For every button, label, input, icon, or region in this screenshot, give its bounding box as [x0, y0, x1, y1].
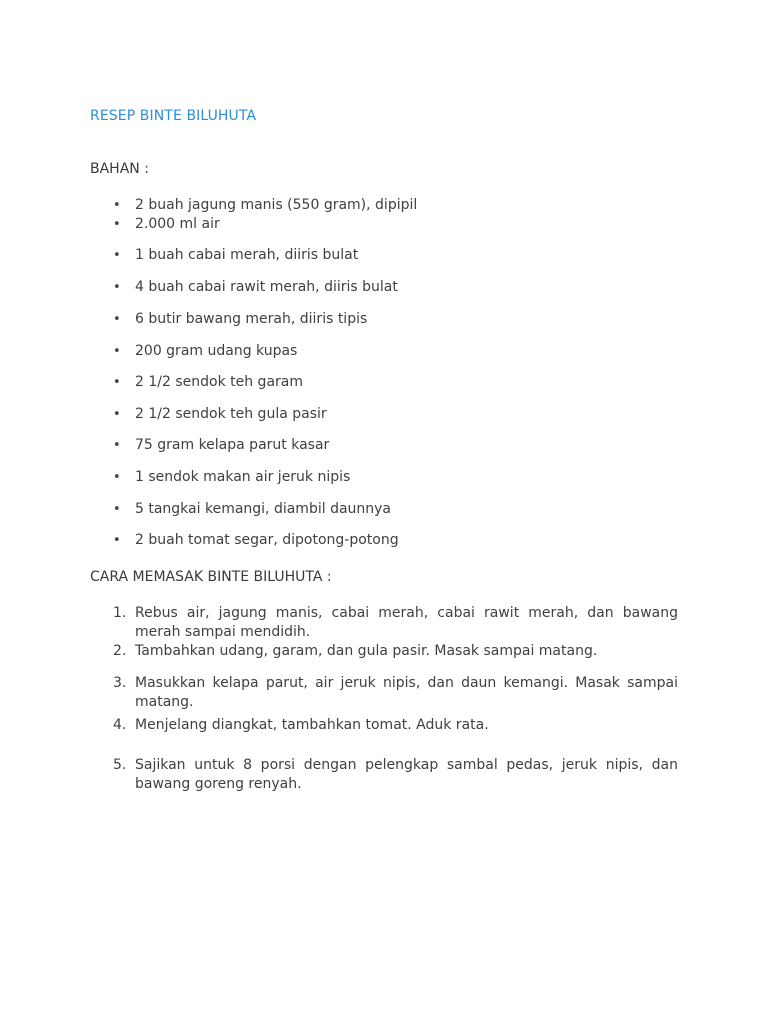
step-number: 3.: [113, 675, 127, 691]
ingredient-item: [90, 468, 735, 487]
bullet-icon: •: [113, 198, 121, 213]
ingredient-text: 2 1/2 sendok teh garam: [135, 374, 303, 390]
ingredient-item: [90, 405, 735, 424]
bullet-icon: •: [113, 375, 121, 390]
step-number: 2.: [113, 643, 127, 659]
ingredient-text: 1 sendok makan air jeruk nipis: [135, 469, 351, 485]
ingredient-item: [90, 215, 735, 234]
step-number: 1.: [113, 605, 127, 621]
ingredient-text: 4 buah cabai rawit merah, diiris bulat: [135, 279, 398, 295]
ingredient-item: [90, 342, 735, 361]
ingredient-text: 75 gram kelapa parut kasar: [135, 437, 330, 453]
step-item: [90, 716, 678, 735]
ingredient-item: [90, 531, 735, 550]
ingredient-text: 2.000 ml air: [135, 216, 220, 232]
step-text: Rebus air, jagung manis, cabai merah, cabai rawit merah, dan bawang merah sampai mendidih.: [135, 605, 678, 640]
ingredient-item: [90, 436, 735, 455]
bullet-icon: •: [113, 280, 121, 295]
ingredient-text: 200 gram udang kupas: [135, 343, 298, 359]
ingredient-item: [90, 373, 735, 392]
ingredient-text: 2 1/2 sendok teh gula pasir: [135, 406, 327, 422]
bullet-icon: •: [113, 344, 121, 359]
bullet-icon: •: [113, 533, 121, 548]
step-item: [90, 674, 678, 712]
step-number: 4.: [113, 717, 127, 733]
bullet-icon: •: [113, 312, 121, 327]
ingredient-text: 2 buah tomat segar, dipotong-potong: [135, 532, 399, 548]
recipe-title: RESEP BINTE BILUHUTA: [90, 108, 257, 124]
step-text: Tambahkan udang, garam, dan gula pasir. Masak sampai matang.: [135, 643, 598, 659]
bullet-icon: •: [113, 502, 121, 517]
step-number: 5.: [113, 757, 127, 773]
ingredient-text: 5 tangkai kemangi, diambil daunnya: [135, 501, 392, 517]
bullet-icon: •: [113, 470, 121, 485]
ingredient-item: [90, 246, 735, 265]
bullet-icon: •: [113, 407, 121, 422]
bullet-icon: •: [113, 217, 121, 232]
bullet-icon: •: [113, 248, 121, 263]
step-text: Sajikan untuk 8 porsi dengan pelengkap sambal pedas, jeruk nipis, dan bawang goreng renyah.: [135, 757, 678, 792]
method-heading: CARA MEMASAK BINTE BILUHUTA :: [90, 569, 332, 585]
step-item: [90, 756, 678, 794]
step-text: Masukkan kelapa parut, air jeruk nipis, dan daun kemangi. Masak sampai matang.: [135, 675, 678, 710]
bullet-icon: •: [113, 438, 121, 453]
ingredient-text: 2 buah jagung manis (550 gram), dipipil: [135, 197, 418, 213]
ingredient-text: 1 buah cabai merah, diiris bulat: [135, 247, 359, 263]
step-text: Menjelang diangkat, tambahkan tomat. Aduk rata.: [135, 717, 489, 733]
ingredient-item: [90, 310, 735, 329]
step-item: [90, 604, 678, 642]
step-item: [90, 642, 678, 661]
ingredient-item: [90, 278, 735, 297]
ingredient-text: 6 butir bawang merah, diiris tipis: [135, 311, 368, 327]
ingredients-heading: BAHAN :: [90, 161, 149, 177]
ingredient-item: [90, 196, 735, 215]
ingredient-item: [90, 500, 735, 519]
